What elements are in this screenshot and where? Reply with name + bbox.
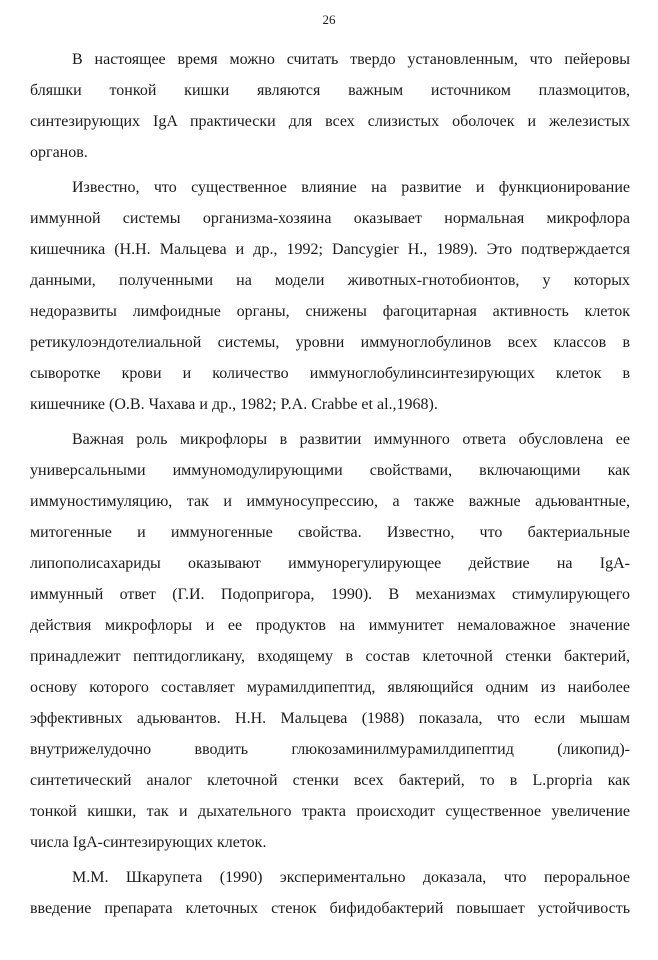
text-line: основу которого составляет мурамилдипептид, являющийся одним из наиболее <box>30 679 630 696</box>
text-line: Известно, что существенное влияние на развитие и функционирование <box>72 179 630 196</box>
text-line: сыворотке крови и количество иммуноглобулинсинтезирующих клеток в <box>30 365 630 382</box>
text-line: иммунной системы организма-хозяина оказывает нормальная микрофлора <box>30 210 630 227</box>
text-line: тонкой кишки, так и дыхательного тракта происходит существенное увеличение <box>30 803 630 820</box>
text-line: недоразвиты лимфоидные органы, снижены фагоцитарная активность клеток <box>30 303 630 320</box>
text-line: кишечнике (О.В. Чахава и др., 1982; P.A. Crabbe et al.,1968). <box>30 396 438 413</box>
text-line: числа IgA-синтезирующих клеток. <box>30 834 267 851</box>
text-line: В настоящее время можно считать твердо установленным, что пейеровы <box>72 51 630 68</box>
text-line: введение препарата клеточных стенок бифидобактерий повышает устойчивость <box>30 900 630 917</box>
text-line: иммуностимуляцию, так и иммуносупрессию, а также важные адьювантные, <box>30 493 630 510</box>
text-line: синтетический аналог клеточной стенки всех бактерий, то в L.propria как <box>30 772 630 789</box>
paragraph <box>30 44 630 168</box>
text-line: данными, полученными на модели животных-гнотобионтов, у которых <box>30 272 630 289</box>
text-line: иммунный ответ (Г.И. Подопригора, 1990). В механизмах стимулирующего <box>30 586 630 603</box>
text-line: бляшки тонкой кишки являются важным источником плазмоцитов, <box>30 82 630 99</box>
text-line: эффективных адьювантов. Н.Н. Мальцева (1988) показала, что если мышам <box>30 710 630 727</box>
text-line: митогенные и иммуногенные свойства. Известно, что бактериальные <box>30 524 630 541</box>
text-line: органов. <box>30 144 88 161</box>
paragraph <box>30 172 630 420</box>
body-text <box>30 44 630 924</box>
text-line: принадлежит пептидогликану, входящему в состав клеточной стенки бактерий, <box>30 648 630 665</box>
text-line: ретикулоэндотелиальной системы, уровни иммуноглобулинов всех классов в <box>30 334 630 351</box>
text-line: кишечника (Н.Н. Мальцева и др., 1992; Dancygier H., 1989). Это подтверждается <box>30 241 630 258</box>
text-line: Важная роль микрофлоры в развитии иммунного ответа обусловлена ее <box>72 431 630 448</box>
paragraph <box>30 424 630 858</box>
text-line: синтезирующих IgA практически для всех слизистых оболочек и железистых <box>30 113 630 130</box>
page-number: 26 <box>322 12 336 27</box>
paragraph <box>30 862 630 924</box>
text-line: внутрижелудочно вводить глюкозаминилмурамилдипептид (ликопид)- <box>30 741 630 758</box>
text-line: действия микрофлоры и ее продуктов на иммунитет немаловажное значение <box>30 617 630 634</box>
text-line: универсальными иммуномодулирующими свойствами, включающими как <box>30 462 630 479</box>
text-line: М.М. Шкарупета (1990) экспериментально доказала, что пероральное <box>72 869 630 886</box>
text-line: липополисахариды оказывают иммунорегулирующее действие на IgA- <box>30 555 630 572</box>
